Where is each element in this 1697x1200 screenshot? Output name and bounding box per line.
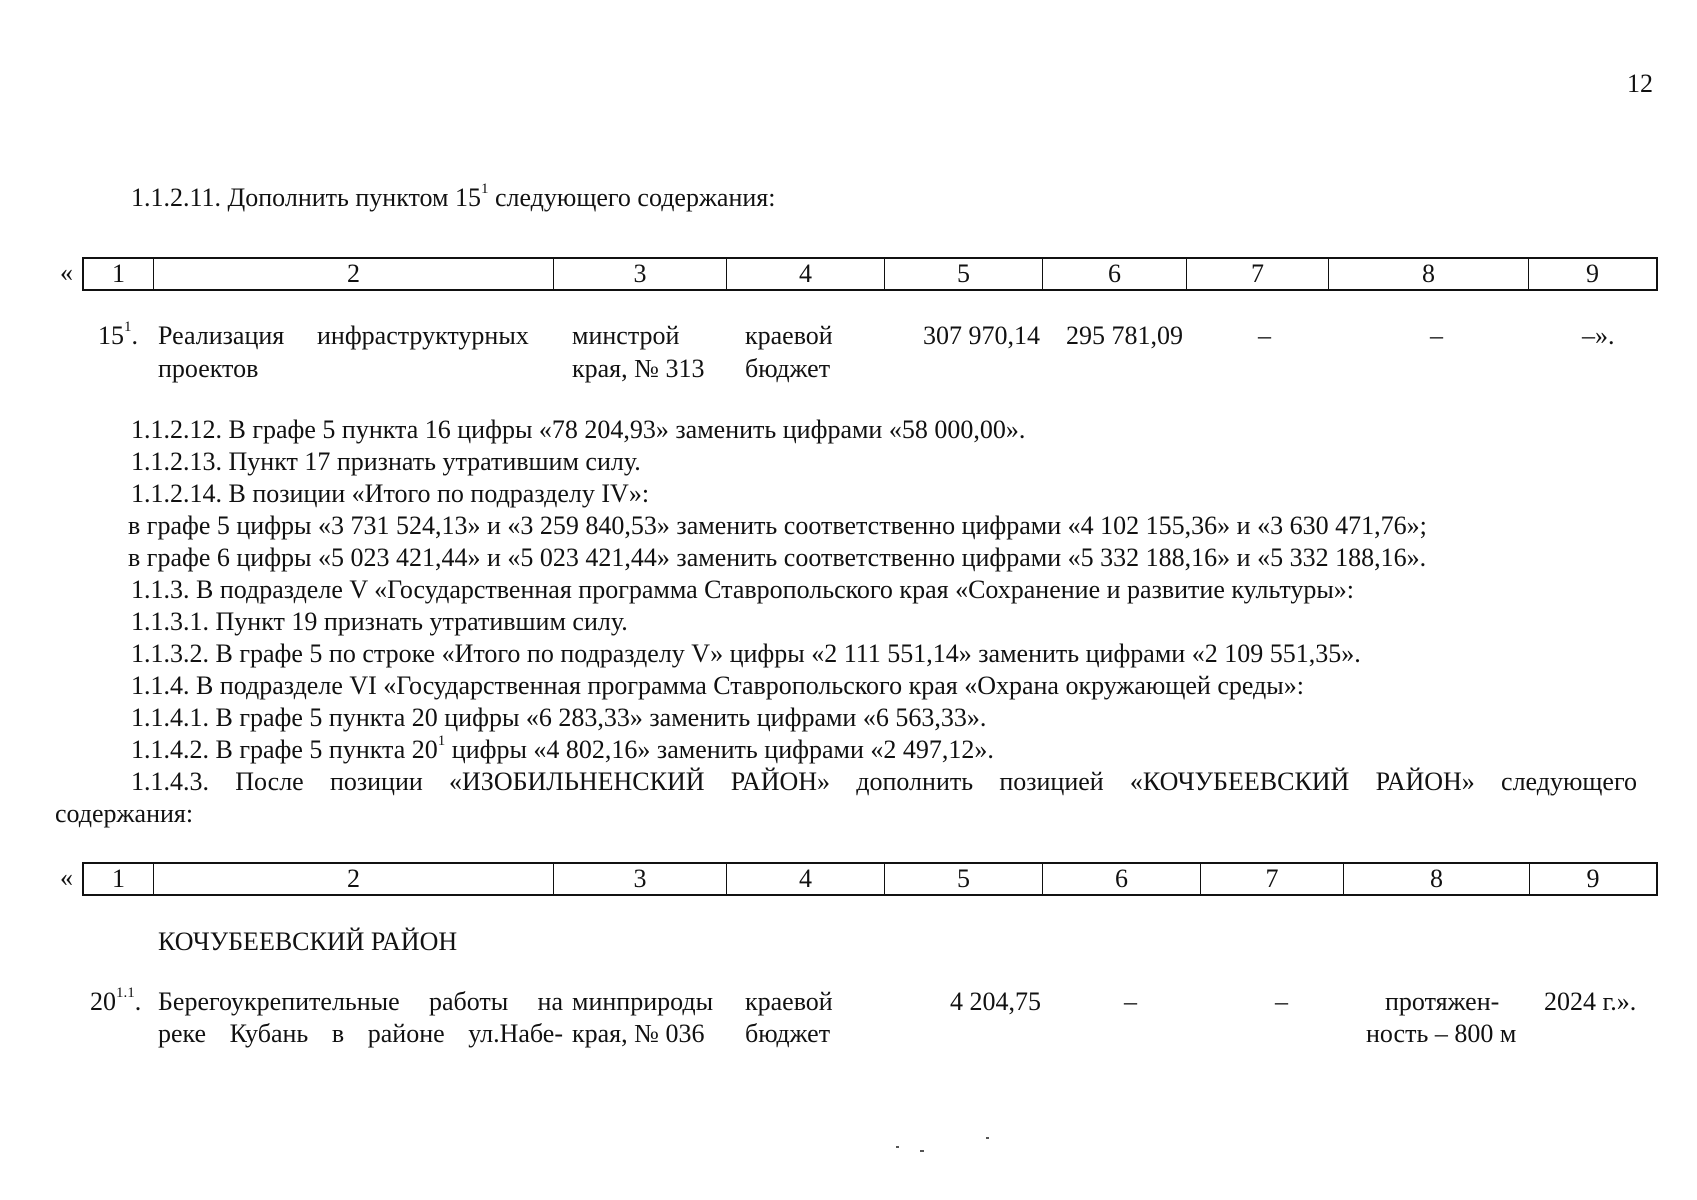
table2-header-col3: 3 [554, 864, 727, 894]
scan-speck [896, 1146, 899, 1148]
paragraph-1-1-4-3-line1: 1.1.4.3. После позиции «ИЗОБИЛЬНЕНСКИЙ РАЙОН» дополнить позицией «КОЧУБЕЕВСКИЙ РАЙОН» следующего [131, 767, 1637, 796]
table1-header-col4: 4 [727, 259, 885, 289]
paragraph-graph5: в графе 5 цифры «3 731 524,13» и «3 259 840,53» заменить соответственно цифрами «4 102 155,36» и «3 630 471,76»; [128, 511, 1427, 540]
paragraph-1-1-3-2: 1.1.3.2. В графе 5 по строке «Итого по подразделу V» цифры «2 111 551,14» заменить цифрами «2 109 551,35». [131, 639, 1361, 668]
paragraph-text: 1.1.2.11. Дополнить пунктом 15 [131, 183, 481, 212]
paragraph-1-1-2-14: 1.1.2.14. В позиции «Итого по подразделу IV»: [131, 479, 650, 508]
paragraph-text-tail: цифры «4 802,16» заменить цифрами «2 497,12». [445, 735, 994, 764]
scan-speck [986, 1137, 989, 1139]
table2-header-col9: 9 [1586, 864, 1600, 893]
paragraph-1-1-2-13: 1.1.2.13. Пункт 17 признать утратившим силу. [131, 447, 641, 476]
page-number: 12 [1627, 69, 1653, 98]
table2-header-row [82, 862, 1658, 896]
superscript: 1 [437, 733, 446, 750]
superscript: 1.1 [116, 985, 135, 1002]
superscript: 1 [124, 319, 132, 336]
table2-header-col5: 5 [885, 864, 1043, 894]
table2-header-col4: 4 [727, 864, 885, 894]
row-15-1-col8: – [1430, 321, 1443, 350]
paragraph-1-1-3-1: 1.1.3.1. Пункт 19 признать утратившим силу. [131, 607, 628, 636]
paragraph-1-1-4-2 [131, 734, 994, 766]
row-20-1-1-source-line2: бюджет [745, 1019, 831, 1048]
row-20-1-1-col6: – [1124, 987, 1137, 1016]
row-20-1-1-col5: 4 204,75 [950, 987, 1041, 1016]
row-20-1-1-col8-line2: ность – 800 м [1366, 1019, 1517, 1048]
row-15-1-col9: –». [1582, 321, 1615, 350]
row-20-1-1-number [90, 986, 141, 1018]
row-20-1-1-col9: 2024 г.». [1544, 987, 1637, 1016]
row-15-1-col7: – [1258, 321, 1271, 350]
paragraph-text-tail: следующего содержания: [488, 183, 776, 212]
row-20-1-1-source-line1: краевой [745, 987, 833, 1016]
row-15-1-name-word1: Реализация [158, 321, 285, 350]
table1-header-col2: 2 [154, 259, 554, 289]
row-20-1-1-executor-line1: минприроды [572, 987, 714, 1016]
opening-quote: « [60, 258, 73, 287]
table1-header-col6: 6 [1043, 259, 1187, 289]
row-15-1-col6: 295 781,09 [1066, 321, 1183, 350]
paragraph-1-1-2-11 [131, 182, 775, 214]
paragraph-graph6: в графе 6 цифры «5 023 421,44» и «5 023 421,44» заменить соответственно цифрами «5 332 188,16» и «5 332 188,16». [128, 543, 1427, 572]
row-15-1-col5: 307 970,14 [923, 321, 1040, 350]
paragraph-1-1-3: 1.1.3. В подразделе V «Государственная программа Ставропольского края «Сохранение и развитие культуры»: [131, 575, 1355, 604]
table1-header-col8: 8 [1329, 259, 1529, 289]
table2-header-col7: 7 [1201, 864, 1344, 894]
row-number: 20 [90, 987, 116, 1016]
paragraph-1-1-4-3-line2: содержания: [55, 799, 194, 828]
table2-header-col1: 1 [84, 864, 154, 894]
paragraph-text: 1.1.4.2. В графе 5 пункта 20 [131, 735, 438, 764]
table1-header-col3: 3 [554, 259, 727, 289]
row-15-1-name-word2: инфраструктурных [317, 321, 529, 350]
row-15-1-name-line2: проектов [158, 354, 259, 383]
paragraph-1-1-2-12: 1.1.2.12. В графе 5 пункта 16 цифры «78 204,93» заменить цифрами «58 000,00». [131, 415, 1026, 444]
table1-header-row [82, 257, 1658, 291]
table1-header-col9: 9 [1586, 259, 1599, 288]
row-15-1-source-line1: краевой [745, 321, 833, 350]
table2-header-col2: 2 [154, 864, 554, 894]
row-20-1-1-col7: – [1275, 987, 1288, 1016]
paragraph-1-1-4-1: 1.1.4.1. В графе 5 пункта 20 цифры «6 283,33» заменить цифрами «6 563,33». [131, 703, 987, 732]
row-15-1-number [98, 320, 138, 352]
superscript: 1 [480, 181, 489, 198]
row-20-1-1-col8-line1: протяжен- [1385, 987, 1500, 1016]
opening-quote: « [60, 863, 73, 892]
row-20-1-1-executor-line2: края, № 036 [572, 1019, 705, 1048]
table1-header-col7: 7 [1187, 259, 1329, 289]
row-number: 15 [98, 321, 124, 350]
table2-header-col6: 6 [1043, 864, 1201, 894]
paragraph-1-1-4: 1.1.4. В подразделе VI «Государственная программа Ставропольского края «Охрана окружающей среды»: [131, 671, 1304, 700]
table1-header-col1: 1 [84, 259, 154, 289]
row-number-tail: . [131, 321, 138, 350]
table1-header-col5: 5 [885, 259, 1043, 289]
row-15-1-executor-line1: минстрой [572, 321, 680, 350]
row-number-tail: . [134, 987, 142, 1016]
row-20-1-1-name-line2: реке Кубань в районе ул.Набе- [158, 1019, 563, 1048]
scan-speck [920, 1150, 924, 1152]
row-20-1-1-name-line1: Берегоукрепительные работы на [158, 987, 563, 1016]
table2-header-col8: 8 [1344, 864, 1530, 894]
row-15-1-source-line2: бюджет [745, 354, 831, 383]
district-title: КОЧУБЕЕВСКИЙ РАЙОН [158, 927, 458, 956]
row-15-1-executor-line2: края, № 313 [572, 354, 705, 383]
